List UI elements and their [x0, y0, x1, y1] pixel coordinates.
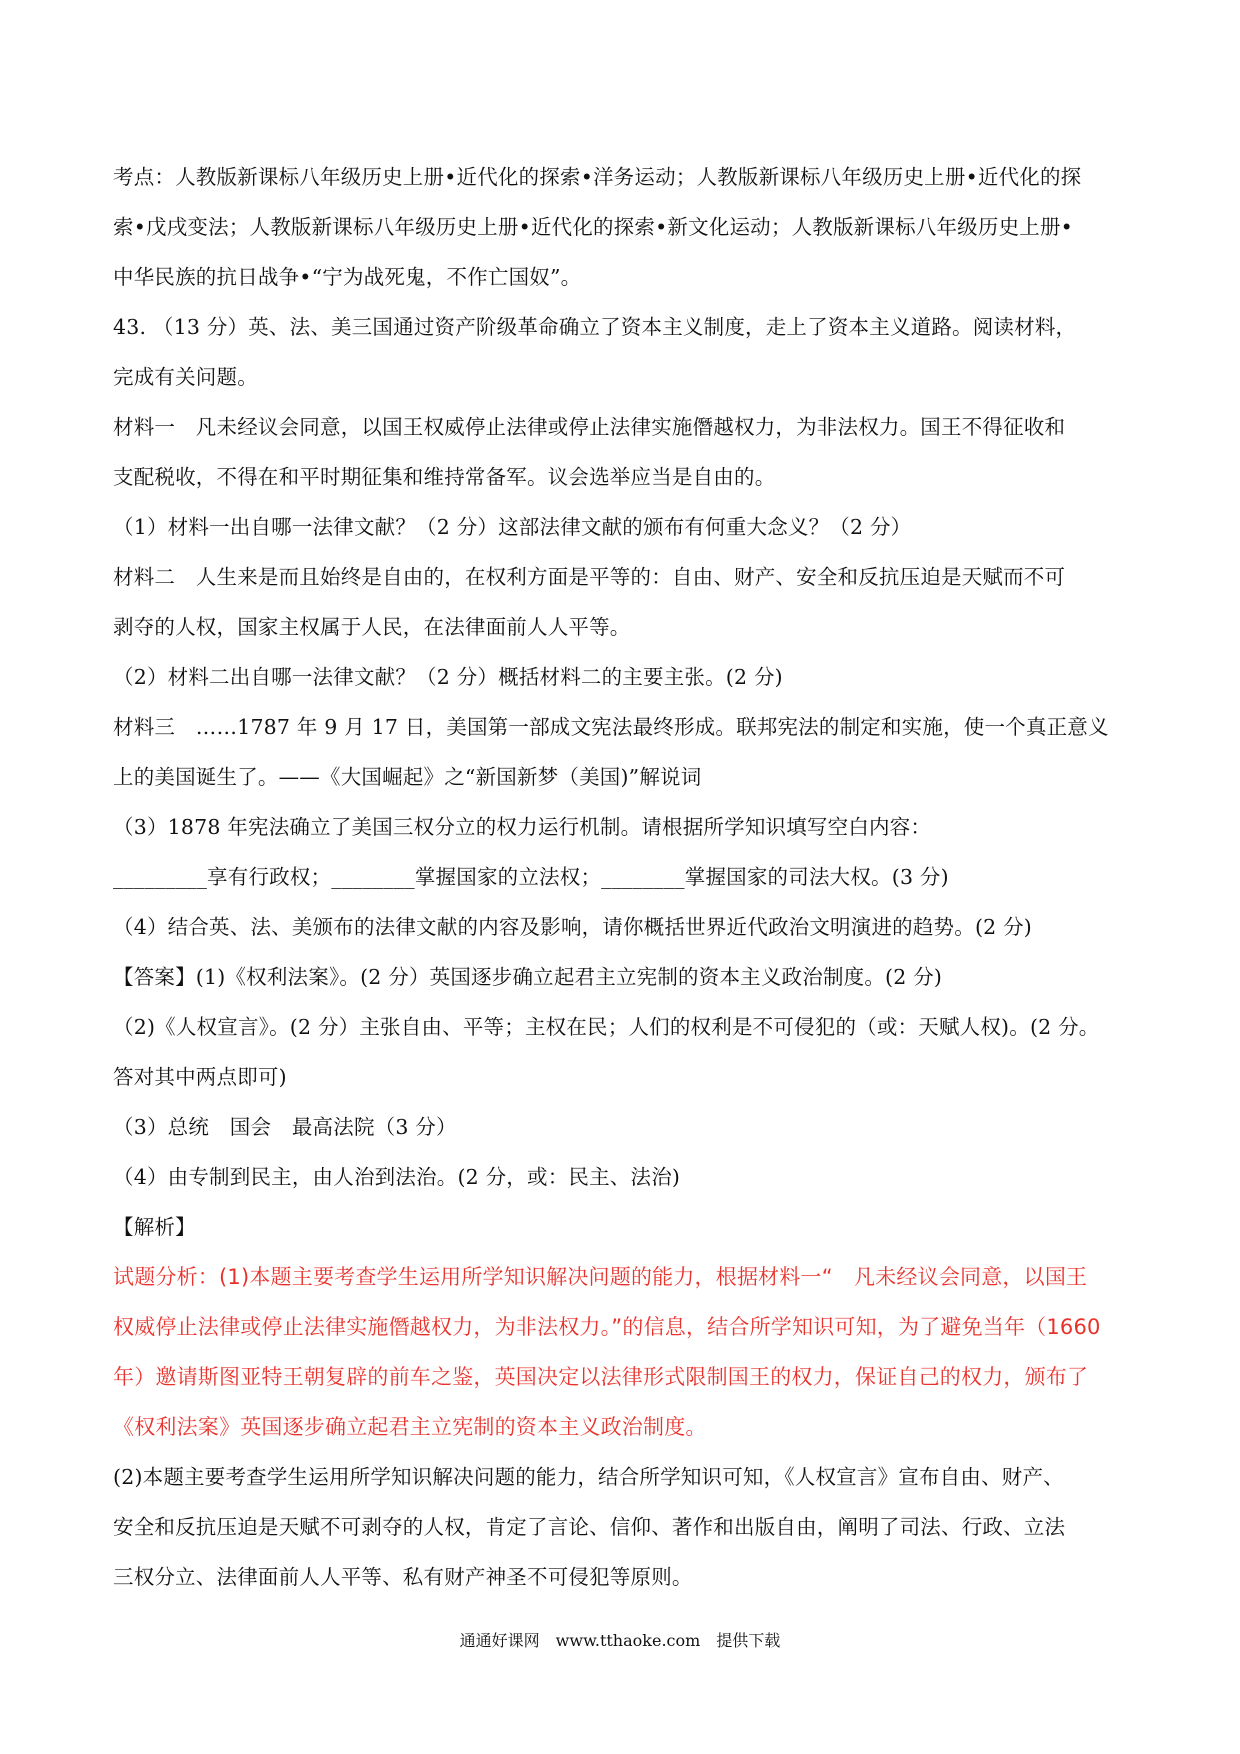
- material-3-line-2: 上的美国诞生了。——《大国崛起》之“新国新梦（美国)”解说词: [113, 765, 702, 789]
- analysis-red-line-1: 试题分析：(1)本题主要考查学生运用所学知识解决问题的能力，根据材料一“ 凡未经议会同意，以国王: [113, 1265, 1088, 1289]
- answer-line-5: （4）由专制到民主，由人治到法治。(2 分，或：民主、法治): [113, 1165, 681, 1189]
- sub-question-4: （4）结合英、法、美颁布的法律文献的内容及影响，请你概括世界近代政治文明演进的趋势。(2 分): [113, 915, 1032, 939]
- answer-line-2: （2)《人权宣言》。(2 分）主张自由、平等；主权在民；人们的权利是不可侵犯的（或：天赋人权)。(2 分。: [113, 1015, 1100, 1039]
- analysis-line-6: 安全和反抗压迫是天赋不可剥夺的人权，肯定了言论、信仰、著作和出版自由，阐明了司法、行政、立法: [113, 1515, 1066, 1539]
- answer-line-3: 答对其中两点即可): [113, 1065, 287, 1089]
- page-footer: 通通好课网 www.tthaoke.com 提供下载: [459, 1631, 781, 1650]
- analysis-heading: 【解析】: [113, 1215, 196, 1239]
- sub-question-1: （1）材料一出自哪一法律文献？（2 分）这部法律文献的颁布有何重大念义？（2 分）: [113, 515, 912, 539]
- analysis-line-7: 三权分立、法律面前人人平等、私有财产神圣不可侵犯等原则。: [113, 1565, 693, 1589]
- answer-line-4: （3）总统 国会 最高法院（3 分）: [113, 1115, 457, 1139]
- analysis-line-5: (2)本题主要考查学生运用所学知识解决问题的能力，结合所学知识可知，《人权宣言》宣布自由、财产、: [113, 1465, 1064, 1489]
- material-1-line-1: 材料一 凡未经议会同意，以国王权威停止法律或停止法律实施僭越权力，为非法权力。国王不得征收和: [113, 415, 1066, 439]
- answer-line-1: 【答案】(1)《权利法案》。(2 分）英国逐步确立起君主立宪制的资本主义政治制度。(2 分): [113, 965, 943, 989]
- material-2-line-1: 材料二 人生来是而且始终是自由的，在权利方面是平等的：自由、财产、安全和反抗压迫是天赋而不可: [113, 565, 1066, 589]
- material-2-line-2: 剥夺的人权，国家主权属于人民，在法律面前人人平等。: [113, 615, 631, 639]
- analysis-red-line-2: 权威停止法律或停止法律实施僭越权力，为非法权力。”的信息，结合所学知识可知，为了避免当年（1660: [113, 1315, 1101, 1339]
- document-body: [113, 152, 1133, 1602]
- question-43-line-2: 完成有关问题。: [113, 365, 258, 389]
- text-line-2: 索•戊戌变法；人教版新课标八年级历史上册•近代化的探索•新文化运动；人教版新课标八年级历史上册•: [113, 215, 1073, 239]
- sub-question-2: （2）材料二出自哪一法律文献？（2 分）概括材料二的主要主张。(2 分): [113, 665, 783, 689]
- sub-question-3-line-2: _________享有行政权；________掌握国家的立法权；________掌握国家的司法大权。(3 分): [113, 865, 949, 889]
- text-line-3: 中华民族的抗日战争•“宁为战死鬼，不作亡国奴”。: [113, 265, 582, 289]
- sub-question-3-line-1: （3）1878 年宪法确立了美国三权分立的权力运行机制。请根据所学知识填写空白内容：: [113, 815, 932, 839]
- analysis-red-line-4: 《权利法案》英国逐步确立起君主立宪制的资本主义政治制度。: [113, 1415, 707, 1439]
- analysis-red-line-3: 年）邀请斯图亚特王朝复辟的前车之鉴，英国决定以法律形式限制国王的权力，保证自己的权力，颁布了: [113, 1365, 1089, 1389]
- material-3-line-1: 材料三 ……1787 年 9 月 17 日，美国第一部成文宪法最终形成。联邦宪法的制定和实施，使一个真正意义: [113, 715, 1109, 739]
- text-line-1: 考点：人教版新课标八年级历史上册•近代化的探索•洋务运动；人教版新课标八年级历史上册•近代化的探: [113, 165, 1082, 189]
- material-1-line-2: 支配税收，不得在和平时期征集和维持常备军。议会选举应当是自由的。: [113, 465, 776, 489]
- question-43-line-1: 43. （13 分）英、法、美三国通过资产阶级革命确立了资本主义制度，走上了资本主义道路。阅读材料，: [113, 315, 1077, 339]
